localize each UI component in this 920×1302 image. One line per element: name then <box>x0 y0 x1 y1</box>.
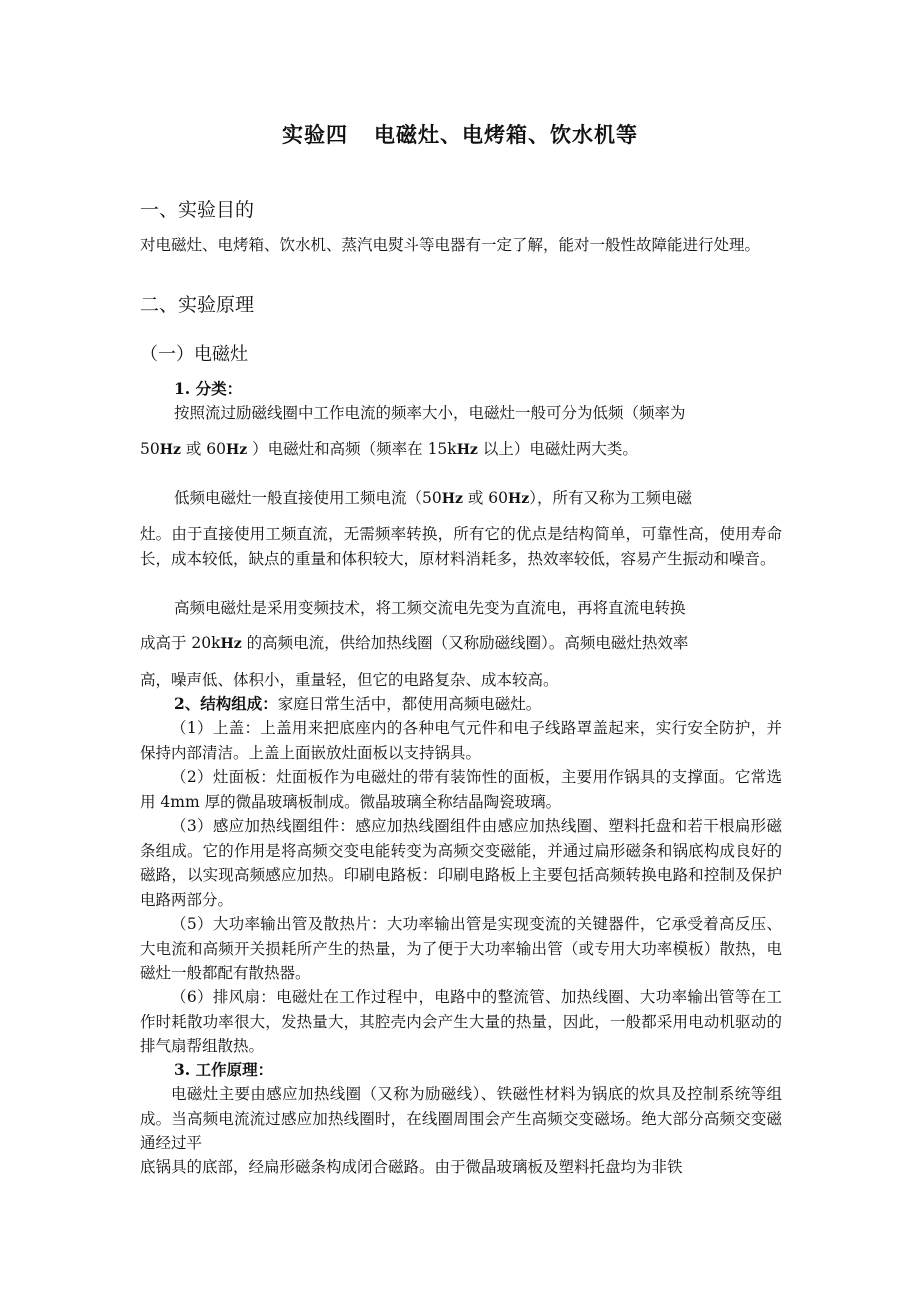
unit-hz: Hz <box>226 442 248 458</box>
unit-hz: Hz <box>220 636 242 652</box>
structure-heading: 2、结构组成： <box>174 694 278 713</box>
title-experiment-number: 实验四 <box>282 122 348 147</box>
structure-heading-line <box>140 692 782 716</box>
low-frequency-paragraph-line-1: 低频电磁灶一般直接使用工频电流（50Hz 或 60Hz），所有又称为工频电磁 <box>174 489 692 507</box>
purpose-paragraph: 对电磁灶、电烤箱、饮水机、蒸汽电熨斗等电器有一定了解，能对一般性故障能进行处理。 <box>140 236 761 254</box>
unit-hz: Hz <box>456 442 478 458</box>
high-frequency-paragraph-line-1: 高频电磁灶是采用变频技术，将工频交流电先变为直流电，再将直流电转换 <box>174 599 686 617</box>
structure-item-top-cover: （1）上盖：上盖用来把底座内的各种电气元件和电子线路罩盖起来，实行安全防护，并保持内部清洁。上盖上面嵌放灶面板以支持锅具。 <box>140 719 782 762</box>
structure-item-panel: （2）灶面板：灶面板作为电磁灶的带有装饰性的面板，主要用作锅具的支撑面。它常选用 4mm 厚的微晶玻璃板制成。微晶玻璃全称结晶陶瓷玻璃。 <box>140 768 782 811</box>
structure-item-fan: （6）排风扇：电磁灶在工作过程中，电路中的整流管、加热线圈、大功率输出管等在工作时耗散功率很大，发热量大，其腔壳内会产生大量的热量，因此，一般都采用电动机驱动的排气扇帮组散热。 <box>140 988 782 1055</box>
classification-paragraph-line-2: 50Hz 或 60Hz ）电磁灶和高频（频率在 15kHz 以上）电磁灶两大类。 <box>140 440 638 458</box>
principle-heading: 3. 工作原理： <box>174 1060 274 1079</box>
principle-paragraph-continued: 底锅具的底部，经扁形磁条构成闭合磁路。由于微晶玻璃板及塑料托盘均为非铁 <box>140 1158 683 1176</box>
high-frequency-paragraph-line-2: 成高于 20kHz 的高频电流，供给加热线圈（又称励磁线圈）。高频电磁灶热效率 <box>140 634 689 652</box>
classification-paragraph-line-1: 按照流过励磁线圈中工作电流的频率大小，电磁灶一般可分为低频（频率为 <box>174 404 686 422</box>
principle-paragraph: 电磁灶主要由感应加热线圈（又称为励磁线）、铁磁性材料为锅底的炊具及控制系统等组成。当高频电流流过感应加热线圈时，在线圈周围会产生高频交变磁场。绝大部分高频交变磁通经过平 <box>140 1085 782 1152</box>
high-frequency-paragraph-line-3: 高，噪声低、体积小，重量轻，但它的电路复杂、成本较高。 <box>140 671 559 689</box>
structure-item-power-tube: （5）大功率输出管及散热片：大功率输出管是实现变流的关键器件，它承受着高反压、大电流和高频开关损耗所产生的热量，为了便于大功率输出管（或专用大功率模板）散热，电磁灶一般都配有散热器。 <box>140 915 782 982</box>
section-heading-purpose: 一、实验目的 <box>140 199 255 221</box>
section-heading-principle: 二、实验原理 <box>140 294 255 316</box>
classification-heading: 1. 分类： <box>174 379 243 398</box>
low-frequency-paragraph-body: 灶。由于直接使用工频直流，无需频率转换，所有它的优点是结构简单，可靠性高，使用寿命长，成本较低，缺点的重量和体积较大，原材料消耗多，热效率较低，容易产生振动和噪音。 <box>140 525 782 568</box>
unit-hz: Hz <box>441 491 463 507</box>
unit-hz: Hz <box>508 491 530 507</box>
page-title <box>0 120 920 150</box>
unit-hz: Hz <box>159 442 181 458</box>
structure-intro: 家庭日常生活中，都使用高频电磁灶。 <box>277 695 542 713</box>
structure-item-heating-coil: （3）感应加热线圈组件：感应加热线圈组件由感应加热线圈、塑料托盘和若干根扁形磁条组成。它的作用是将高频交变电能转变为高频交变磁能，并通过扁形磁条和锅底构成良好的磁路，以实现高频感应加热。印刷电路板：印刷电路板上主要包括高频转换电路和控制及保护电路两部分。 <box>140 817 782 909</box>
title-topic: 电磁灶、电烤箱、饮水机等 <box>374 122 638 147</box>
subsection-heading-induction-cooker: （一）电磁灶 <box>140 344 248 365</box>
